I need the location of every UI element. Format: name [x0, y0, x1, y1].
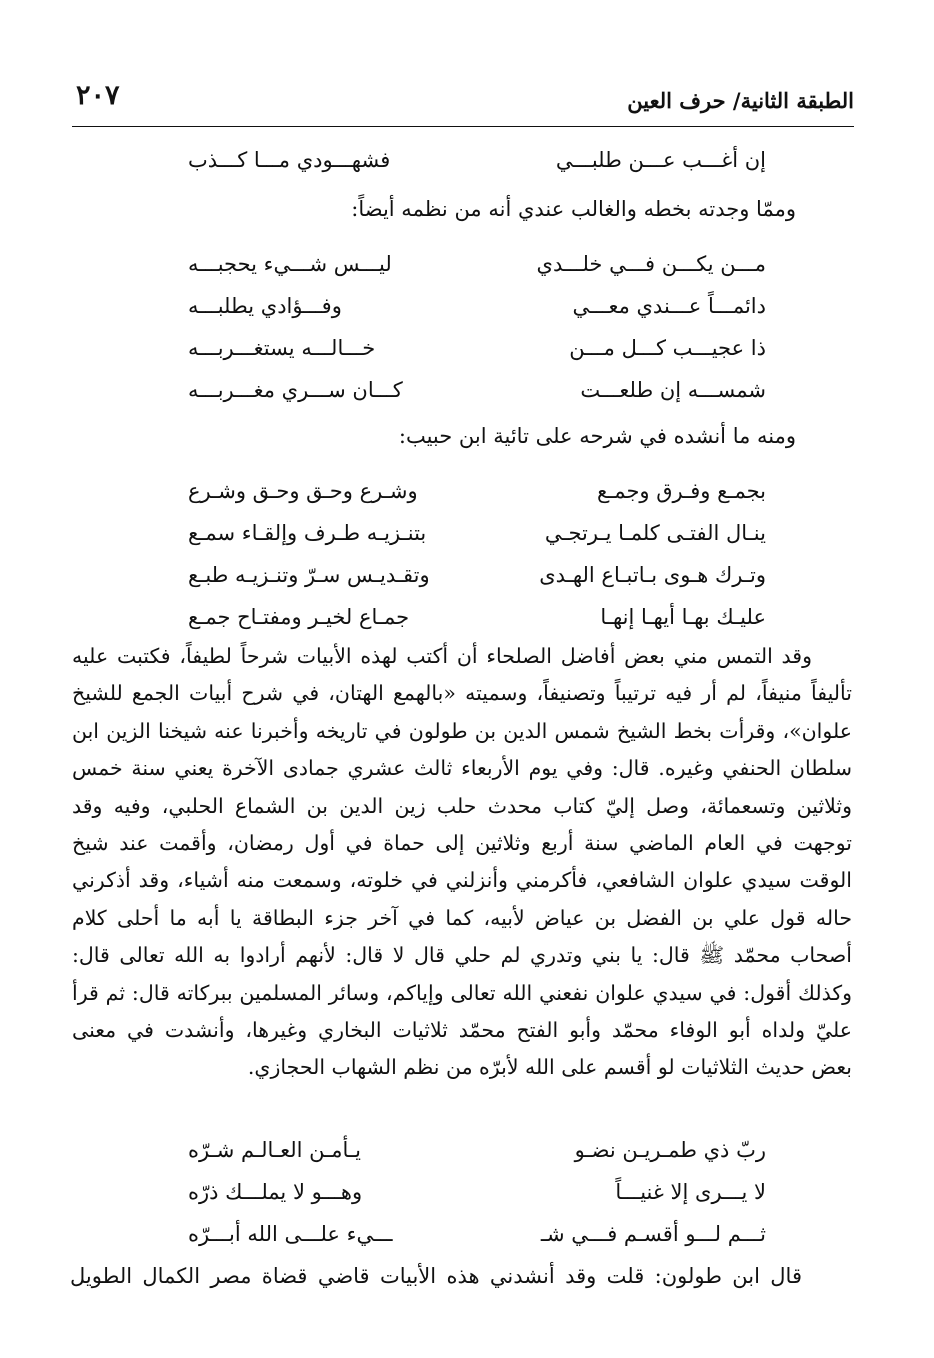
verse-second-hemistich: وفـــؤادي يطلبـــه [188, 294, 342, 318]
verse-second-hemistich: خـــالـــه يستغـــربـــه [188, 336, 376, 360]
prose-line: أصحاب محمّد ﷺ قال: يا بني وتدري لم حلي قال لا قال: لأنهم أرادوا به الله تعالى قال: [72, 943, 852, 968]
page-number: ٢٠٧ [76, 80, 120, 111]
verse-line [0, 600, 934, 642]
verse-first-hemistich: ثـــم لـــو أقسـم فـــي شـ [540, 1222, 766, 1246]
prose-line: الوقت سيدي علوان الشافعي، فأكرمني وأنزلني في خلوته، وسمعت منه أشياء، وقد أذكرني [72, 868, 852, 893]
verse-second-hemistich: يـأمـن العـالـم شـرّه [188, 1138, 361, 1162]
verse-line [0, 143, 934, 185]
verse-first-hemistich: لا يـــرى إلا غنيـــاً [615, 1180, 766, 1204]
verse-line [0, 331, 934, 373]
prose-line: عليّ ولداه أبو الوفاء محمّد وأبو الفتح محمّد ثلاثيات البخاري وغيرها، وأنشدت في معنى [72, 1017, 852, 1042]
verse-line [0, 1133, 934, 1175]
verse-first-hemistich: شمســـه إن طلعـــت [580, 378, 766, 402]
verse-line [0, 247, 934, 289]
verse-second-hemistich: بتنـزيـه طـرف وإلقـاء سمـع [188, 521, 427, 545]
verse-line [0, 289, 934, 331]
verse-line [0, 474, 934, 516]
prose-line: تأليفاً منيفاً، لم أر فيه ترتيباً وتصنيفاً، وسميته «بالهمع الهتان، في شرح أبيات الجمع للشيخ [72, 681, 852, 706]
verse-first-hemistich: بجمـع وفـرق وجمـع [596, 479, 766, 503]
poem-3 [0, 1133, 934, 1259]
verse-second-hemistich: فشهـــودي مـــا كـــذب [188, 148, 391, 172]
verse-first-hemistich: ربّ ذي طمـريـن نضـو [574, 1138, 766, 1162]
verse-second-hemistich: وشـرع وحـق وحـق وشـرع [188, 479, 418, 503]
verse-first-hemistich: وتـرك هـوى بـاتبـاع الهـدى [539, 563, 766, 587]
closing-line: قال ابن طولون: قلت وقد أنشدني هذه الأبيات قاضي قضاة مصر الكمال الطويل [70, 1264, 802, 1288]
verse-first-hemistich: إن أغـــب عـــن طلبـــي [555, 148, 766, 172]
verse-first-hemistich: دائمـــاً عـــندي معـــي [572, 294, 766, 318]
verse-first-hemistich: ذا عجيـــب كـــل مـــن [569, 336, 766, 360]
prose-line: بعض حديث الثلاثيات لو أقسم على الله لأبرّه من نظم الشهاب الحجازي. [247, 1055, 852, 1080]
prose-line: سلطان الحنفي وغيره. قال: وفي يوم الأربعاء ثالث عشري جمادى الآخرة يعني سنة خمس [72, 756, 852, 781]
verse-line [0, 373, 934, 415]
prose-line: وكذلك أقول: في سيدي علوان نفعني الله تعالى وإياكم، وسائر المسلمين ببركاته قال: ثم قرأ [72, 980, 852, 1005]
verse-line [0, 558, 934, 600]
verse-line [0, 1217, 934, 1259]
prose-line: حاله قول علي بن الفضل بن عياض لأبيه، كما في آخر جزء البطاقة يا أبه ما أحلى كلام [72, 905, 852, 930]
page-header [72, 76, 854, 127]
prose-line: وقد التمس مني بعض أفاضل الصلحاء أن أكتب لهذه الأبيات شرحاً لطيفاً، فكتبت عليه [72, 644, 812, 668]
intro-text-2: ومنه ما أنشده في شرحه على تائية ابن حبيب: [398, 424, 796, 448]
verse-first-hemistich: مـــن يكـــن فـــي خلـــدي [536, 252, 766, 276]
opening-verse [0, 143, 934, 185]
verse-second-hemistich: ـــيء علـــى الله أبـــرّه [188, 1222, 393, 1246]
verse-first-hemistich: عليـك بهـا أيهـا إنهـا [600, 605, 766, 629]
verse-second-hemistich: ليـــس شـــيء يحجبـــه [188, 252, 392, 276]
prose-line: علوان»، وقرأت بخط الشيخ شمس الدين بن طولون في تاريخه وأخبرنا عنه شيخنا الزين ابن [72, 718, 852, 743]
verse-second-hemistich: جمـاع لخيـر ومفتـاح جمـع [188, 605, 410, 629]
verse-second-hemistich: كـــان ســـري مغـــربـــه [188, 378, 403, 402]
verse-line [0, 516, 934, 558]
verse-first-hemistich: ينـال الفتـى كلمـا يـرتجـي [544, 521, 766, 545]
poem-1 [0, 247, 934, 415]
poem-2 [0, 474, 934, 642]
prose-paragraph [72, 638, 852, 1087]
prose-line: توجهت في العام الماضي سنة أربع وثلاثين إلى حماة في أول رمضان، وأقمت عند شيخ [72, 830, 852, 855]
running-head: الطبقة الثانية/ حرف العين [627, 88, 854, 113]
prose-line: وثلاثين وتسعمائة، وصل إليّ كتاب محدث حلب زين الدين بن الشماع الحلبي، وفيه وقد [72, 793, 852, 818]
verse-line [0, 1175, 934, 1217]
verse-second-hemistich: وتقـديـس سـرّ وتنـزيـه طبـع [188, 563, 430, 587]
verse-second-hemistich: وهـــو لا يملـــك ذرّه [188, 1180, 363, 1204]
intro-text-1: وممّا وجدته بخطه والغالب عندي أنه من نظمه أيضاً: [351, 197, 796, 221]
